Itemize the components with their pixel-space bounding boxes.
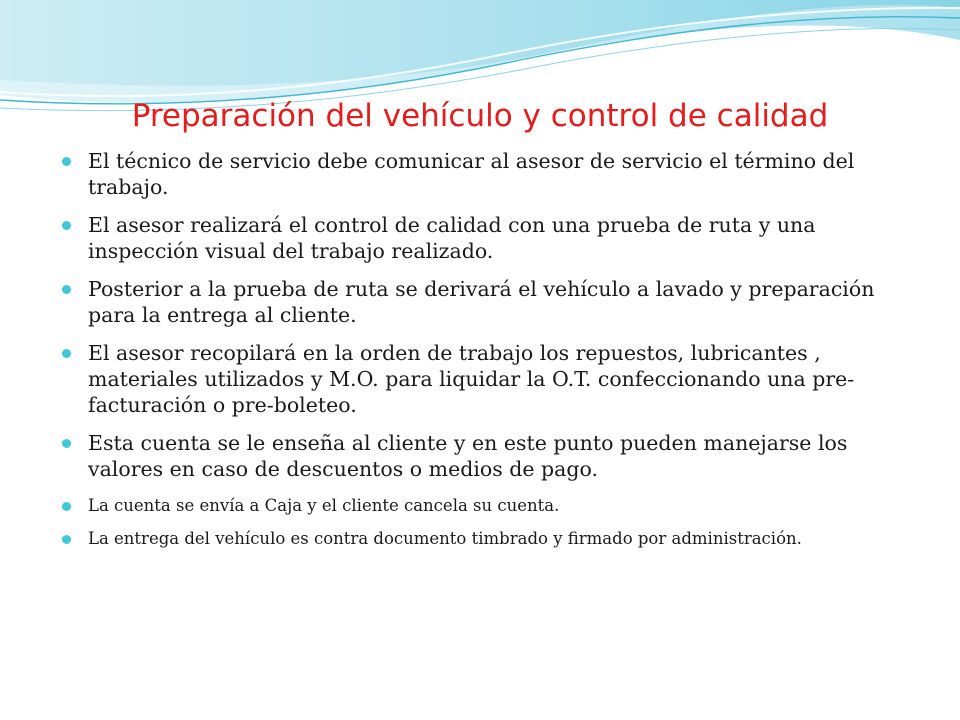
bullet-text: El asesor recopilará en la orden de trabajo los repuestos, lubricantes , materiales utilizados y M.O. para liquidar la O.T. confeccionando una pre-facturación o pre-boleteo.	[88, 341, 855, 417]
bullet-text: La cuenta se envía a Caja y el cliente cancela su cuenta.	[88, 496, 560, 515]
bullet-text: El asesor realizará el control de calidad con una prueba de ruta y una inspección visual del trabajo realizado.	[88, 213, 816, 263]
bullet-dot-icon	[62, 285, 71, 294]
bullet-text: Esta cuenta se le enseña al cliente y en este punto pueden manejarse los valores en caso de descuentos o medios de pago.	[88, 431, 848, 481]
list-item	[62, 340, 922, 418]
list-item	[62, 430, 922, 482]
bullet-dot-icon	[62, 502, 71, 511]
bullet-text: La entrega del vehículo es contra documento timbrado y firmado por administración.	[88, 529, 802, 548]
list-item	[62, 276, 922, 328]
bullet-dot-icon	[62, 221, 71, 230]
bullet-dot-icon	[62, 349, 71, 358]
list-item	[62, 212, 922, 264]
bullet-dot-icon	[62, 157, 71, 166]
bullet-dot-icon	[62, 439, 71, 448]
bullet-text: Posterior a la prueba de ruta se derivará el vehículo a lavado y preparación para la entrega al cliente.	[88, 277, 875, 327]
bullet-dot-icon	[62, 535, 71, 544]
list-item	[62, 527, 922, 550]
list-item	[62, 148, 922, 200]
slide-title: Preparación del vehículo y control de calidad	[131, 98, 829, 134]
bullet-list	[62, 148, 922, 560]
list-item	[62, 494, 922, 517]
bullet-text: El técnico de servicio debe comunicar al asesor de servicio el término del trabajo.	[88, 149, 855, 199]
